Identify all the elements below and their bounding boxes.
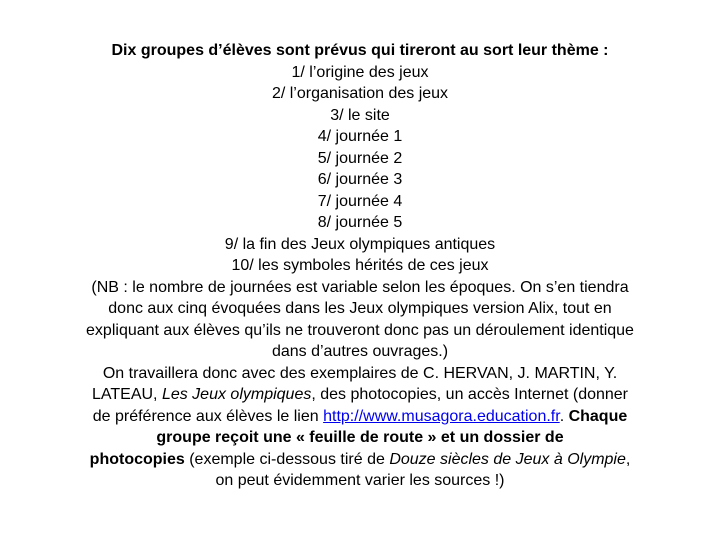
- resources-bold-text: photocopies: [89, 450, 185, 468]
- document-page: [0, 40, 720, 492]
- theme-item: 4/ journée 1: [317, 128, 403, 145]
- nb-note-line: expliquant aux élèves qu’ils ne trouveront donc pas un déroulement identique: [86, 321, 634, 339]
- nb-note-line: donc aux cinq évoquées dans les Jeux olympiques version Alix, tout en: [108, 300, 612, 317]
- resources-text: , des photocopies, un accès Internet (donner: [311, 386, 629, 403]
- theme-list: [0, 62, 720, 277]
- resources-text: .: [559, 407, 569, 425]
- resources-bold-line: groupe reçoit une « feuille de route » et un dossier de: [156, 429, 564, 446]
- source-title: Douze siècles de Jeux à Olympie: [389, 450, 626, 468]
- theme-item: 6/ journée 3: [317, 171, 403, 188]
- resources-text: LATEAU,: [91, 386, 162, 403]
- resources-text: ,: [625, 450, 631, 468]
- book-title: Les Jeux olympiques: [161, 386, 312, 403]
- resources-paragraph: [0, 363, 720, 492]
- resources-line: [0, 384, 720, 406]
- nb-note-line: (NB : le nombre de journées est variable selon les époques. On s’en tiendra: [91, 278, 629, 296]
- heading: Dix groupes d’élèves sont prévus qui tireront au sort leur thème :: [111, 42, 609, 59]
- theme-item: 5/ journée 2: [317, 149, 403, 167]
- theme-item: 2/ l’organisation des jeux: [271, 85, 449, 102]
- resources-line: [0, 449, 720, 471]
- resources-line: On travaillera donc avec des exemplaires de C. HERVAN, J. MARTIN, Y.: [102, 364, 618, 382]
- theme-item: 3/ le site: [330, 106, 390, 124]
- theme-item: 10/ les symboles hérités de ces jeux: [231, 257, 489, 274]
- nb-note: [0, 277, 720, 363]
- theme-item: 9/ la fin des Jeux olympiques antiques: [224, 235, 496, 253]
- resources-text: de préférence aux élèves le lien: [92, 407, 324, 425]
- theme-item: 7/ journée 4: [317, 192, 403, 210]
- resources-bold-text: Chaque: [568, 407, 628, 425]
- resources-line: [0, 406, 720, 428]
- resources-text: (exemple ci-dessous tiré de: [184, 450, 390, 468]
- musagora-link[interactable]: http://www.musagora.education.fr: [323, 407, 560, 425]
- theme-item: 1/ l’origine des jeux: [291, 63, 429, 81]
- resources-line: on peut évidemment varier les sources !): [215, 472, 505, 489]
- nb-note-line: dans d’autres ouvrages.): [271, 343, 449, 360]
- theme-item: 8/ journée 5: [317, 214, 403, 231]
